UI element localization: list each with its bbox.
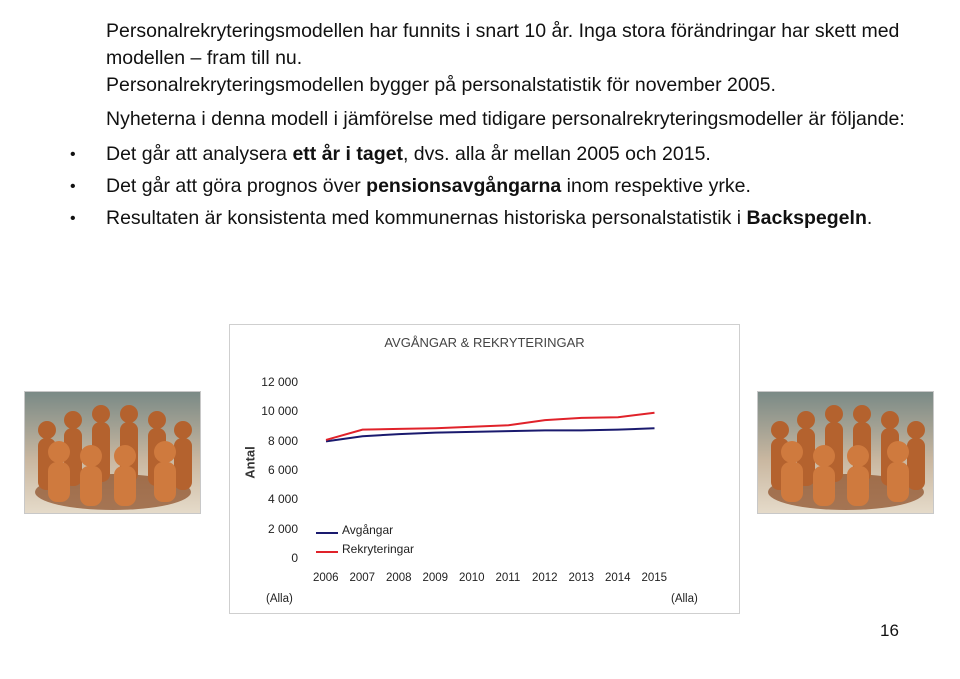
y-tick-label: 10 000 <box>261 404 298 419</box>
y-tick-label: 4 000 <box>267 492 298 507</box>
y-tick-label: 8 000 <box>267 433 298 448</box>
legend-swatch-avgangar <box>316 532 338 534</box>
filter-left[interactable]: (Alla) <box>266 593 293 605</box>
x-tick-label: 2007 <box>349 572 376 584</box>
bullet-text: , dvs. alla år mellan 2005 och 2015. <box>402 143 711 165</box>
bullet-text: Det går att analysera <box>106 143 293 165</box>
bullet-emphasis: pensionsavgångarna <box>366 175 562 197</box>
y-tick-label: 2 000 <box>267 521 298 536</box>
page-number: 16 <box>880 621 899 640</box>
x-tick-label: 2011 <box>495 572 521 584</box>
bullet-emphasis: Backspegeln <box>746 207 867 229</box>
y-tick-label: 0 <box>291 551 298 565</box>
x-tick-label: 2014 <box>605 572 631 584</box>
y-tick-label: 12 000 <box>261 375 298 389</box>
intro-paragraph: Personalrekryteringsmodellen har funnits i snart 10 år. Inga stora förändringar har skett med modellen – fram till nu. <box>106 20 900 69</box>
legend-label: Rekryteringar <box>342 542 415 556</box>
bullet-text: . <box>866 207 873 229</box>
y-tick-label: 6 000 <box>267 463 298 477</box>
x-tick-label: 2012 <box>532 572 558 584</box>
bullet-text: Resultaten är konsistenta med kommunernas historiska personalstatistik i <box>106 207 747 229</box>
bullet-text: Det går att göra prognos över <box>106 175 367 197</box>
y-axis-label: Antal <box>242 446 258 479</box>
x-tick-label: 2010 <box>459 572 485 584</box>
chart-title: AVGÅNGAR & REKRYTERINGAR <box>384 335 585 350</box>
legend-swatch-rekryteringar <box>316 551 338 553</box>
x-tick-label: 2008 <box>386 572 412 584</box>
filter-right[interactable]: (Alla) <box>671 593 698 605</box>
news-paragraph: Nyheterna i denna modell i jämförelse med tidigare personalrekryteringsmodeller är följande: <box>106 108 905 130</box>
legend-label: Avgångar <box>342 523 394 537</box>
x-tick-label: 2013 <box>568 572 595 584</box>
x-tick-label: 2009 <box>422 572 449 584</box>
bullet-text: inom respektive yrke. <box>561 175 751 197</box>
x-tick-label: 2006 <box>313 572 339 584</box>
basis-paragraph: Personalrekryteringsmodellen bygger på personalstatistik för november 2005. <box>106 74 776 96</box>
bullet-emphasis: ett år i taget <box>292 143 403 165</box>
x-tick-label: 2015 <box>641 572 668 584</box>
